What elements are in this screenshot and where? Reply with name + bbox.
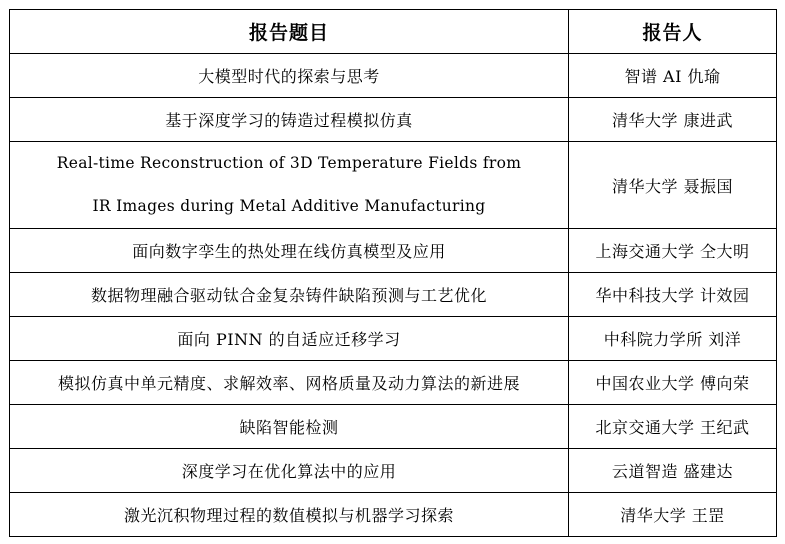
- report-title-cell: 大模型时代的探索与思考: [10, 54, 569, 98]
- table-row: [10, 361, 777, 405]
- report-title-cell: 基于深度学习的铸造过程模拟仿真: [10, 98, 569, 142]
- table-row: [10, 142, 777, 229]
- table-row: [10, 493, 777, 537]
- report-title-cell: 缺陷智能检测: [10, 405, 569, 449]
- report-title-cell: 模拟仿真中单元精度、求解效率、网格质量及动力算法的新进展: [10, 361, 569, 405]
- report-title-cell: 面向数字孪生的热处理在线仿真模型及应用: [10, 229, 569, 273]
- speaker-cell: 清华大学 康进武: [569, 98, 777, 142]
- speaker-cell: 上海交通大学 仝大明: [569, 229, 777, 273]
- speaker-cell: 清华大学 聂振国: [569, 142, 777, 229]
- speaker-cell: 北京交通大学 王纪武: [569, 405, 777, 449]
- speaker-cell: 华中科技大学 计效园: [569, 273, 777, 317]
- table-row: [10, 54, 777, 98]
- speaker-cell: 云道智造 盛建达: [569, 449, 777, 493]
- report-title-cell: 激光沉积物理过程的数值模拟与机器学习探索: [10, 493, 569, 537]
- table-row: [10, 98, 777, 142]
- table-row: [10, 317, 777, 361]
- speaker-cell: 中国农业大学 傅向荣: [569, 361, 777, 405]
- report-title-cell: [10, 142, 569, 229]
- report-title-cell: 面向 PINN 的自适应迁移学习: [10, 317, 569, 361]
- report-title-cell: 深度学习在优化算法中的应用: [10, 449, 569, 493]
- table-row: [10, 273, 777, 317]
- report-schedule-table: [9, 9, 777, 537]
- speaker-cell: 中科院力学所 刘洋: [569, 317, 777, 361]
- header-report-title: 报告题目: [10, 10, 569, 54]
- report-title-line: Real-time Reconstruction of 3D Temperature Fields from: [56, 154, 522, 172]
- table-row: [10, 229, 777, 273]
- table-row: [10, 449, 777, 493]
- table-header-row: [10, 10, 777, 54]
- report-title-line: IR Images during Metal Additive Manufacturing: [92, 197, 486, 215]
- report-title-cell: 数据物理融合驱动钛合金复杂铸件缺陷预测与工艺优化: [10, 273, 569, 317]
- speaker-cell: 智谱 AI 仇瑜: [569, 54, 777, 98]
- table-row: [10, 405, 777, 449]
- speaker-cell: 清华大学 王罡: [569, 493, 777, 537]
- header-speaker: 报告人: [569, 10, 777, 54]
